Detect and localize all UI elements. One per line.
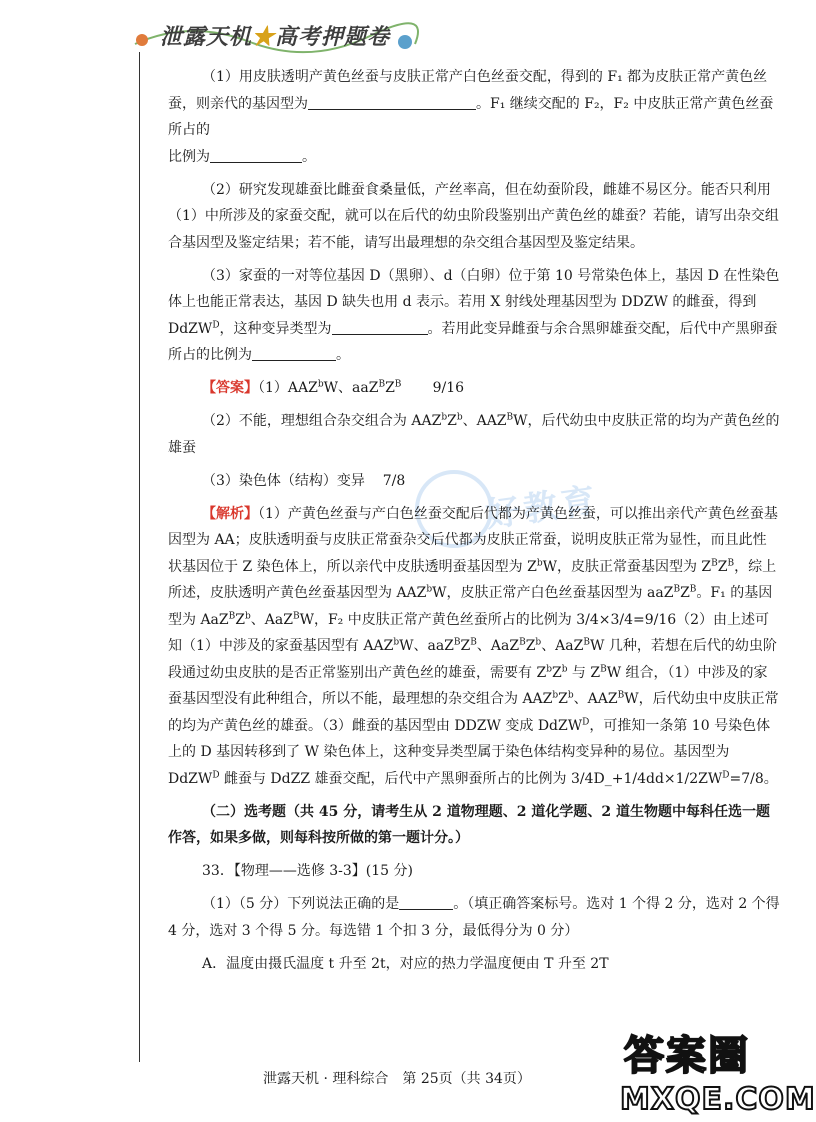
an-sup: b: [536, 557, 543, 568]
header-title: [160, 20, 390, 51]
ans-text: 9/16: [432, 380, 465, 396]
ans-sup: b: [317, 379, 324, 390]
analysis-paragraph: [168, 501, 780, 793]
ans-text: W，后代幼虫中皮肤正常的均为产黄色丝的雄蚕: [168, 413, 780, 456]
watermark-text: 好教育: [483, 480, 602, 536]
ans-text: 7/8: [382, 472, 406, 489]
an-text: 。F₁ 的基因型为 AaZ: [168, 585, 773, 628]
corner-watermark-url: MXQE.COM: [620, 1082, 816, 1117]
ans-text: W、aaZ: [323, 380, 379, 396]
an-text: Z: [525, 638, 536, 654]
ans-text: （3）染色体（结构）变异: [202, 472, 365, 489]
q32-p3-text-b: ，这种变异类型为: [219, 320, 332, 337]
an-text: Z: [235, 611, 245, 628]
an-sup: D: [212, 769, 220, 780]
section-heading-elective: （二）选考题（共 45 分，请考生从 2 道物理题、2 道化学题、2 道生物题中每科任选一题作答，如果多做，则每科按所做的第一题计分。）: [168, 803, 770, 846]
an-text: 、AaZ: [476, 638, 520, 654]
answer-blank[interactable]: [308, 93, 476, 110]
an-sup: B: [711, 557, 718, 568]
q32-p3-text-c: 。若用此变异雌蚕与余合黑卵雄蚕交配，后代中产黑卵蚕所占的比: [168, 320, 778, 363]
q33-option-a[interactable]: A．温度由摄氏温度 t 升至 2t，对应的热力学温度便由 T 升至 2T: [202, 955, 609, 972]
ans-sup: b: [441, 412, 448, 423]
an-sup: D: [722, 769, 730, 780]
an-sup: B: [689, 584, 697, 595]
q33-title: 33．【物理——选修 3-3】(15 分): [202, 863, 413, 879]
header-title-right: 高考押题卷: [275, 24, 391, 50]
an-text: Z: [551, 664, 562, 681]
an-sup: B: [583, 637, 590, 648]
an-text: Z: [717, 558, 728, 575]
answer-line-3: [168, 468, 780, 495]
an-text: 、AaZ: [250, 611, 293, 628]
an-text: W，皮肤正常产白色丝蚕基因型为 aaZ: [432, 585, 674, 601]
an-sup: b: [426, 584, 433, 595]
an-text: Z: [680, 585, 690, 601]
q33-part1: [168, 891, 780, 944]
an-sup: b: [393, 637, 400, 648]
answer-line-2: [168, 408, 780, 461]
ans-text: （1）AAZ: [258, 380, 318, 396]
an-text: 、AAZ: [573, 691, 618, 707]
q32-p3-sup: D: [212, 319, 220, 330]
ans-sup: B: [506, 412, 514, 423]
ans-sup: B: [394, 379, 402, 390]
corner-watermark-text: 答案圈: [624, 1033, 750, 1079]
an-text: =7/8。: [729, 770, 778, 787]
ans-text: 、AAZ: [462, 413, 507, 429]
an-text: ，可推知一条第 10 号染色体上的 D 基因转移到了 W 染色体上，这种变异类型属于染色体结构变异种的易位。基因型为 DdZW: [168, 717, 771, 787]
page-content: [168, 64, 780, 984]
q32-p1-text: （1）用皮肤透明产黄色丝蚕与皮肤正常产白色丝蚕交配，得到的 F₁ 都为皮肤正常产黄色丝蚕，: [168, 69, 768, 112]
an-sup: B: [600, 663, 607, 674]
an-sup: B: [228, 610, 236, 621]
an-text: Z: [558, 691, 568, 707]
an-sup: B: [453, 637, 461, 648]
q32-p1-text-e: 。: [302, 148, 316, 165]
an-sup: B: [292, 610, 300, 621]
an-sup: B: [673, 584, 681, 595]
answer-blank[interactable]: [399, 893, 453, 910]
ans-sup: B: [378, 379, 386, 390]
q33-text: （1）（5 分）下列说法正确的是: [202, 896, 400, 912]
answer-blank[interactable]: [332, 318, 428, 335]
ans-text: Z: [385, 380, 395, 396]
q32-p3-text-e: 。: [336, 347, 350, 363]
an-sup: b: [567, 690, 574, 701]
answer-blank[interactable]: [252, 344, 336, 361]
an-text: 雌蚕与 DdZZ 雄蚕交配，后代中产黑卵蚕所占的比例为 3/4D_+1/4dd×1/2ZW: [219, 770, 723, 787]
an-sup: b: [546, 663, 552, 674]
star-icon: ★: [252, 24, 276, 50]
page-header: [130, 14, 420, 52]
q32-p1-text-d: 比例为: [168, 148, 210, 165]
an-text: 、AaZ: [541, 638, 584, 654]
an-text: W，皮肤正常蚕基因型为 Z: [542, 558, 712, 575]
an-text: W 几种，若想在后代的幼虫阶段通过幼虫皮肤的是否正常鉴别出产黄色丝的雄蚕，需要有 Z: [168, 638, 777, 681]
q32-p1-text-b: 则亲代的基因型为: [196, 95, 308, 112]
q32-part3: [168, 263, 780, 369]
q32-part1: [168, 64, 780, 170]
answer-blank[interactable]: [210, 146, 302, 163]
an-text: W，F₂ 中皮肤正常产黄色丝蚕所占的比例为 3/4×3/4=9/16（2）由上述可知（1）中涉及的家蚕基因型有 AAZ: [168, 611, 770, 654]
ans-sup: b: [456, 412, 463, 423]
q32-p3-text: （3）家蚕的一对等位基因 D（黑卵）、d（白卵）位于第 10 号常染色体上，基因 D 在性染色体上也能正常表达，基因 D 缺失也用 d 表示。若用 X 射线处理基因型为 DDZW 的雌蚕，得到 DdZW: [168, 267, 780, 337]
q32-part2: （2）研究发现雄蚕比雌蚕食桑量低，产丝率高，但在幼蚕阶段，雌雄不易区分。能否只利用（1）中所涉及的家蚕交配，就可以在后代的幼虫阶段鉴别出产黄色丝的雄蚕？若能，请写出杂交组合基因型及鉴定结果；若不能，请写出最理想的杂交组合基因型及鉴定结果。: [168, 181, 779, 251]
ans-text: Z: [447, 413, 457, 429]
left-margin-rule: [139, 52, 140, 1062]
an-text: Z: [460, 638, 471, 654]
an-sup: B: [727, 557, 735, 568]
an-text: 与 Z: [567, 664, 601, 681]
q33-text-b: 。（填正确答案标号。选对 1 个得 2 分，选对 2 个得 4 分，选对 3 个得 5 分。每选错 1 个扣 3 分，最低得分为 0 分）: [168, 896, 780, 939]
q32-p1-text-c: 。F₁ 继续交配的 F₂，F₂ 中皮肤正常产黄色丝蚕所占的: [168, 95, 774, 138]
an-sup: B: [470, 637, 477, 648]
page-footer: 泄露天机 · 理科综合 第 25页（共 34页）: [263, 1071, 531, 1087]
answer-line-1: [168, 375, 780, 402]
an-sup: b: [535, 637, 542, 648]
ans-text: （2）不能，理想组合杂交组合为 AAZ: [202, 413, 442, 429]
an-text: ，综上所述，皮肤透明产黄色丝蚕基因型为 AAZ: [168, 558, 777, 601]
an-sup: B: [617, 690, 625, 701]
an-text: W 组合，（1）中涉及的家蚕基因型没有此种组合，所以不能，最理想的杂交组合为 AAZ: [168, 664, 768, 707]
header-title-left: 泄露天机: [160, 24, 253, 50]
an-sup: b: [561, 663, 568, 674]
analysis-tag: 【解析】: [202, 505, 258, 522]
an-text: W，后代幼虫中皮肤正常的均为产黄色丝的雄蚕。（3）雌蚕的基因型由 DDZW 变成 DdZW: [168, 691, 779, 734]
an-sup: b: [245, 610, 251, 621]
an-sup: D: [582, 716, 590, 727]
an-text: （1）产黄色丝蚕与产白色丝蚕交配后代都为产黄色丝蚕，可以推出亲代产黄色丝蚕基因型为 AA；皮肤透明蚕与皮肤正常蚕杂交后代都为皮肤正常蚕，说明皮肤正常为显性，而且此性状基因位于 Z 染色体上，所以亲代中皮肤透明蚕基因型为 Z: [168, 505, 778, 575]
an-text: W、aaZ: [399, 638, 454, 654]
q32-p3-text-d: 例为: [224, 347, 252, 363]
answer-tag: 【答案】: [202, 380, 258, 396]
an-sup: B: [519, 637, 526, 648]
corner-watermark: [620, 1020, 816, 1120]
an-sup: b: [552, 690, 559, 701]
